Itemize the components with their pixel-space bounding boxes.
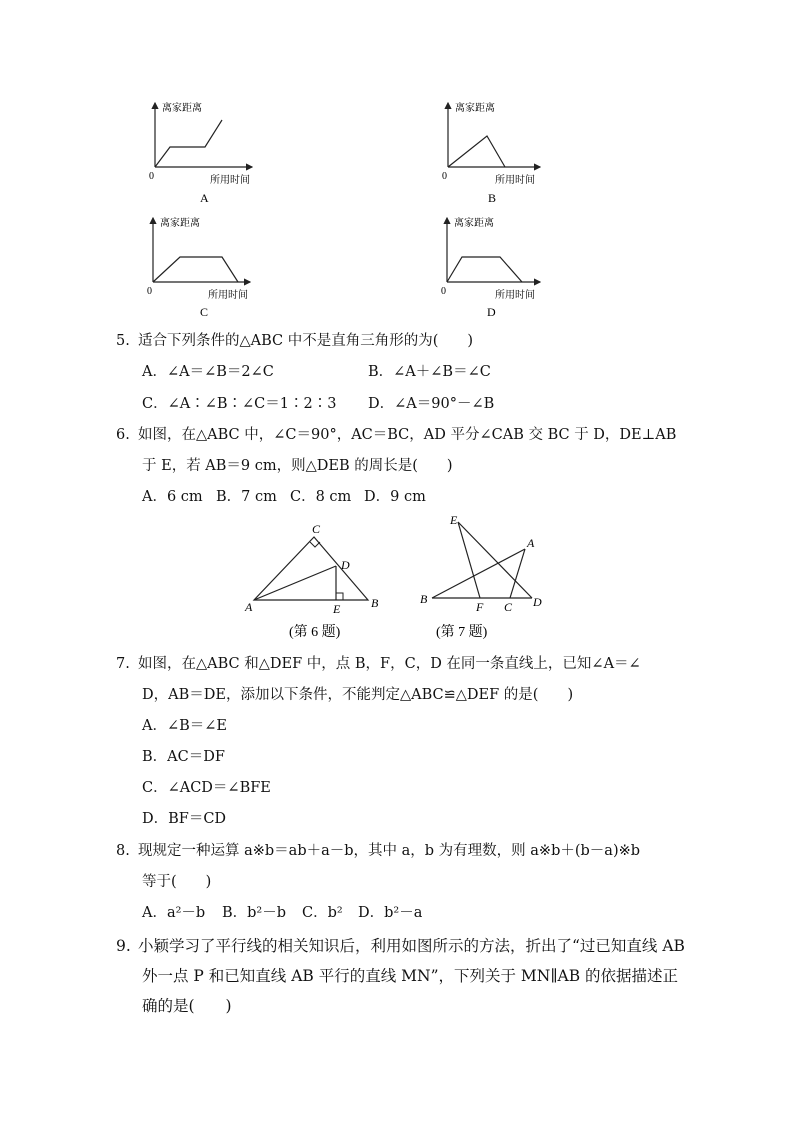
q6-number: 6. (116, 427, 130, 443)
q9-stem-line1: 小颖学习了平行线的相关知识后，利用如图所示的方法，折出了“过已知直线 AB (138, 937, 685, 955)
q6-stem-line2: 于 E，若 AB＝9 cm，则△DEB 的周长是( ) (142, 458, 453, 474)
fig7-label-a: A (527, 536, 535, 550)
q7-option-c: C．∠ACD＝∠BFE (142, 780, 271, 796)
fig7-label-c: C (504, 600, 513, 614)
graph-b-y-label: 离家距离 (455, 103, 495, 114)
fig7-caption: (第 7 题) (436, 625, 488, 640)
fig6-label-a: A (245, 600, 253, 614)
graph-d-origin: 0 (441, 286, 446, 297)
distance-time-graphs (0, 0, 794, 325)
fig7-label-b: B (420, 592, 428, 606)
q8-option-a: A．a²－b (142, 905, 206, 921)
fig6-label-d: D (341, 558, 350, 572)
figure-6 (254, 537, 368, 600)
q5-number: 5. (116, 333, 130, 349)
q8-option-b: B．b²－b (222, 905, 287, 921)
graph-b-origin: 0 (442, 171, 447, 182)
graph-a-x-label: 所用时间 (210, 175, 250, 186)
graph-d (441, 216, 540, 319)
q7-number: 7. (116, 656, 130, 672)
graph-d-letter: D (487, 305, 496, 319)
fig7-label-e: E (450, 513, 458, 527)
fig6-caption: (第 6 题) (289, 625, 341, 640)
q5-option-d: D．∠A＝90°－∠B (368, 396, 495, 412)
q6-stem-line1: 如图，在△ABC 中，∠C＝90°，AC＝BC，AD 平分∠CAB 交 BC 于 D，DE⊥AB (138, 427, 677, 443)
q5-stem: 适合下列条件的△ABC 中不是直角三角形的为( ) (138, 333, 474, 349)
fig6-label-c: C (312, 522, 321, 536)
q7-option-a: A．∠B＝∠E (142, 718, 228, 734)
q6-option-b: B．7 cm (216, 489, 277, 505)
figure-7 (432, 522, 532, 598)
fig6-label-e: E (333, 602, 341, 616)
graph-b-x-label: 所用时间 (495, 175, 535, 186)
q9-stem-line3: 确的是( ) (142, 997, 232, 1015)
graph-c-y-label: 离家距离 (160, 218, 200, 229)
graph-c-x-label: 所用时间 (208, 290, 248, 301)
graph-b-letter: B (488, 191, 497, 205)
q7-option-d: D．BF＝CD (142, 811, 227, 827)
graph-a-letter: A (200, 191, 209, 205)
q6-option-d: D．9 cm (364, 489, 426, 505)
q9-stem-line2: 外一点 P 和已知直线 AB 平行的直线 MN”，下列关于 MN∥AB 的依据描述正 (142, 967, 679, 985)
q7-stem-line1: 如图，在△ABC 和△DEF 中，点 B，F，C，D 在同一条直线上，已知∠A＝∠ (138, 656, 641, 672)
graph-d-x-label: 所用时间 (495, 290, 535, 301)
graph-a-y-label: 离家距离 (162, 103, 202, 114)
q8-option-d: D．b²－a (358, 905, 423, 921)
q8-stem-line1: 现规定一种运算 a※b＝ab＋a－b，其中 a，b 为有理数，则 a※b＋(b－a)※b (138, 843, 641, 859)
q8-stem-line2: 等于( ) (142, 874, 212, 890)
graph-c-letter: C (200, 305, 209, 319)
graph-c (147, 216, 250, 319)
q9-number: 9. (116, 937, 131, 955)
graph-a-origin: 0 (149, 171, 154, 182)
fig7-label-d: D (533, 595, 542, 609)
graph-c-origin: 0 (147, 286, 152, 297)
graph-a (149, 101, 252, 205)
q7-option-b: B．AC＝DF (142, 749, 225, 765)
q6-option-c: C．8 cm (290, 489, 352, 505)
q7-stem-line2: D，AB＝DE，添加以下条件，不能判定△ABC≌△DEF 的是( ) (142, 687, 574, 703)
geometry-figures (0, 505, 794, 645)
q5-option-b: B．∠A＋∠B＝∠C (368, 364, 491, 380)
graph-b (442, 101, 540, 205)
q8-number: 8. (116, 843, 130, 859)
q5-option-a: A．∠A＝∠B＝2∠C (142, 364, 274, 380)
graph-d-y-label: 离家距离 (454, 218, 494, 229)
q5-option-c: C．∠A∶∠B∶∠C＝1∶2∶3 (142, 396, 337, 412)
q6-option-a: A．6 cm (142, 489, 203, 505)
q8-option-c: C．b² (302, 905, 343, 921)
fig6-label-b: B (371, 596, 379, 610)
fig7-label-f: F (476, 600, 484, 614)
